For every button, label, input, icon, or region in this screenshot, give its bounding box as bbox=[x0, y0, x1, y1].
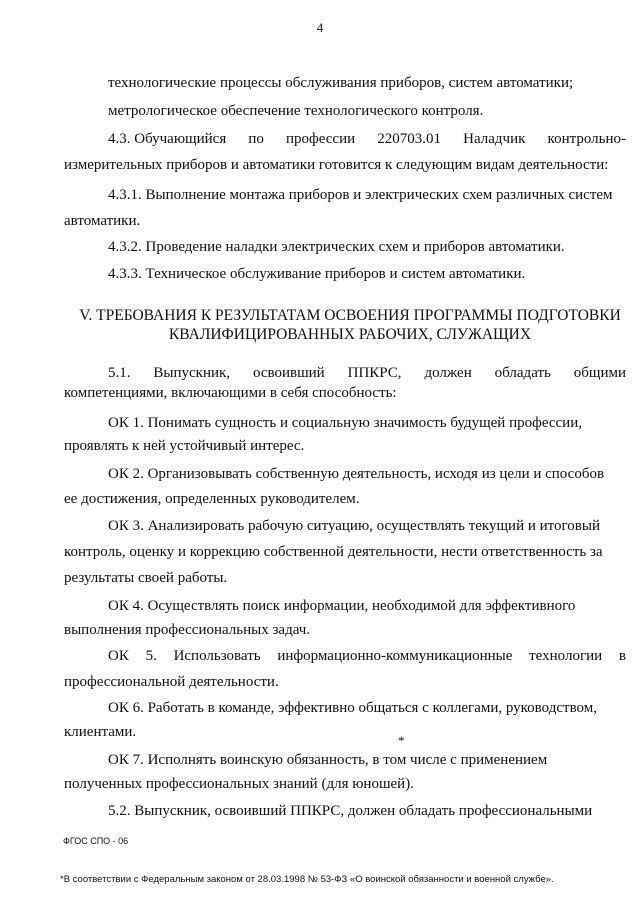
text-line: ОК 1. Понимать сущность и социальную значимость будущей профессии, bbox=[108, 415, 582, 431]
text-line: ОК 7. Исполнять воинскую обязанность, в том числе с применением bbox=[108, 752, 548, 768]
word: контрольно- bbox=[547, 131, 626, 147]
text-line: проявлять к ней устойчивый интерес. bbox=[64, 438, 305, 454]
section-heading-line-1: V. ТРЕБОВАНИЯ К РЕЗУЛЬТАТАМ ОСВОЕНИЯ ПРОГРАММЫ ПОДГОТОВКИ bbox=[79, 307, 621, 324]
page-number: 4 bbox=[316, 20, 324, 35]
section-heading-line-2: КВАЛИФИЦИРОВАННЫХ РАБОЧИХ, СЛУЖАЩИХ bbox=[168, 326, 532, 343]
word: 5. bbox=[145, 648, 157, 664]
word: ППКРС, bbox=[347, 365, 402, 381]
text-line: 4.3.2. Проведение наладки электрических схем и приборов автоматики. bbox=[108, 239, 565, 255]
word: Использовать bbox=[173, 648, 261, 664]
text-line: автоматики. bbox=[64, 213, 141, 229]
text-line: профессиональной деятельности. bbox=[64, 674, 279, 690]
word: должен bbox=[424, 365, 472, 381]
text-line: ОК 6. Работать в команде, эффективно общаться с коллегами, руководством, bbox=[108, 700, 598, 716]
footnote-mark: * bbox=[398, 733, 405, 748]
word: обладать bbox=[494, 365, 551, 381]
word: профессии bbox=[286, 131, 356, 147]
word: Выпускник, bbox=[153, 365, 231, 381]
text-line: ОК 2. Организовывать собственную деятельность, исходя из цели и способов bbox=[108, 466, 605, 482]
text-line: 4.3.1. Выполнение монтажа приборов и электрических схем различных систем bbox=[108, 187, 613, 203]
text-line: технологические процессы обслуживания приборов, систем автоматики; bbox=[108, 75, 574, 91]
word: общими bbox=[573, 365, 626, 381]
text-line: контроль, оценку и коррекцию собственной деятельности, нести ответственность за bbox=[64, 544, 603, 560]
text-line: ОК 4. Осуществлять поиск информации, необходимой для эффективного bbox=[108, 598, 576, 614]
paragraph-5-1-line bbox=[108, 363, 626, 383]
word: 220703.01 bbox=[377, 131, 442, 147]
document-code: ФГОС СПО - 06 bbox=[63, 836, 129, 846]
text-line: полученных профессиональных знаний (для юношей). bbox=[64, 776, 414, 792]
word: 4.3. Обучающийся bbox=[108, 131, 227, 147]
text-line: компетенциями, включающими в себя способность: bbox=[64, 385, 397, 401]
word: технологии bbox=[529, 648, 603, 664]
text-line: клиентами. bbox=[64, 724, 137, 740]
word: Наладчик bbox=[463, 131, 526, 147]
text-line: 5.2. Выпускник, освоивший ППКРС, должен обладать профессиональными bbox=[108, 803, 593, 819]
word: 5.1. bbox=[108, 365, 131, 381]
word: по bbox=[248, 131, 264, 147]
word: ОК bbox=[108, 648, 129, 664]
text-line: ОК 3. Анализировать рабочую ситуацию, осуществлять текущий и итоговый bbox=[108, 518, 600, 534]
word: освоивший bbox=[252, 365, 325, 381]
text-line: измерительных приборов и автоматики готовится к следующим видам деятельности: bbox=[64, 157, 609, 173]
text-line: ее достижения, определенных руководителем. bbox=[64, 491, 360, 507]
text-line: результаты своей работы. bbox=[64, 570, 228, 586]
word: в bbox=[618, 648, 626, 664]
text-line: выполнения профессиональных задач. bbox=[64, 622, 311, 638]
ok5-line bbox=[108, 646, 626, 666]
paragraph-4-3-line bbox=[108, 129, 626, 149]
text-line: метрологическое обеспечение технологического контроля. bbox=[108, 103, 484, 119]
footnote: *В соответствии с Федеральным законом от 28.03.1998 № 53-ФЗ «О воинской обязанности и военной службе». bbox=[60, 874, 554, 885]
text-line: 4.3.3. Техническое обслуживание приборов и систем автоматики. bbox=[108, 266, 526, 282]
word: информационно-коммуникационные bbox=[277, 648, 513, 664]
